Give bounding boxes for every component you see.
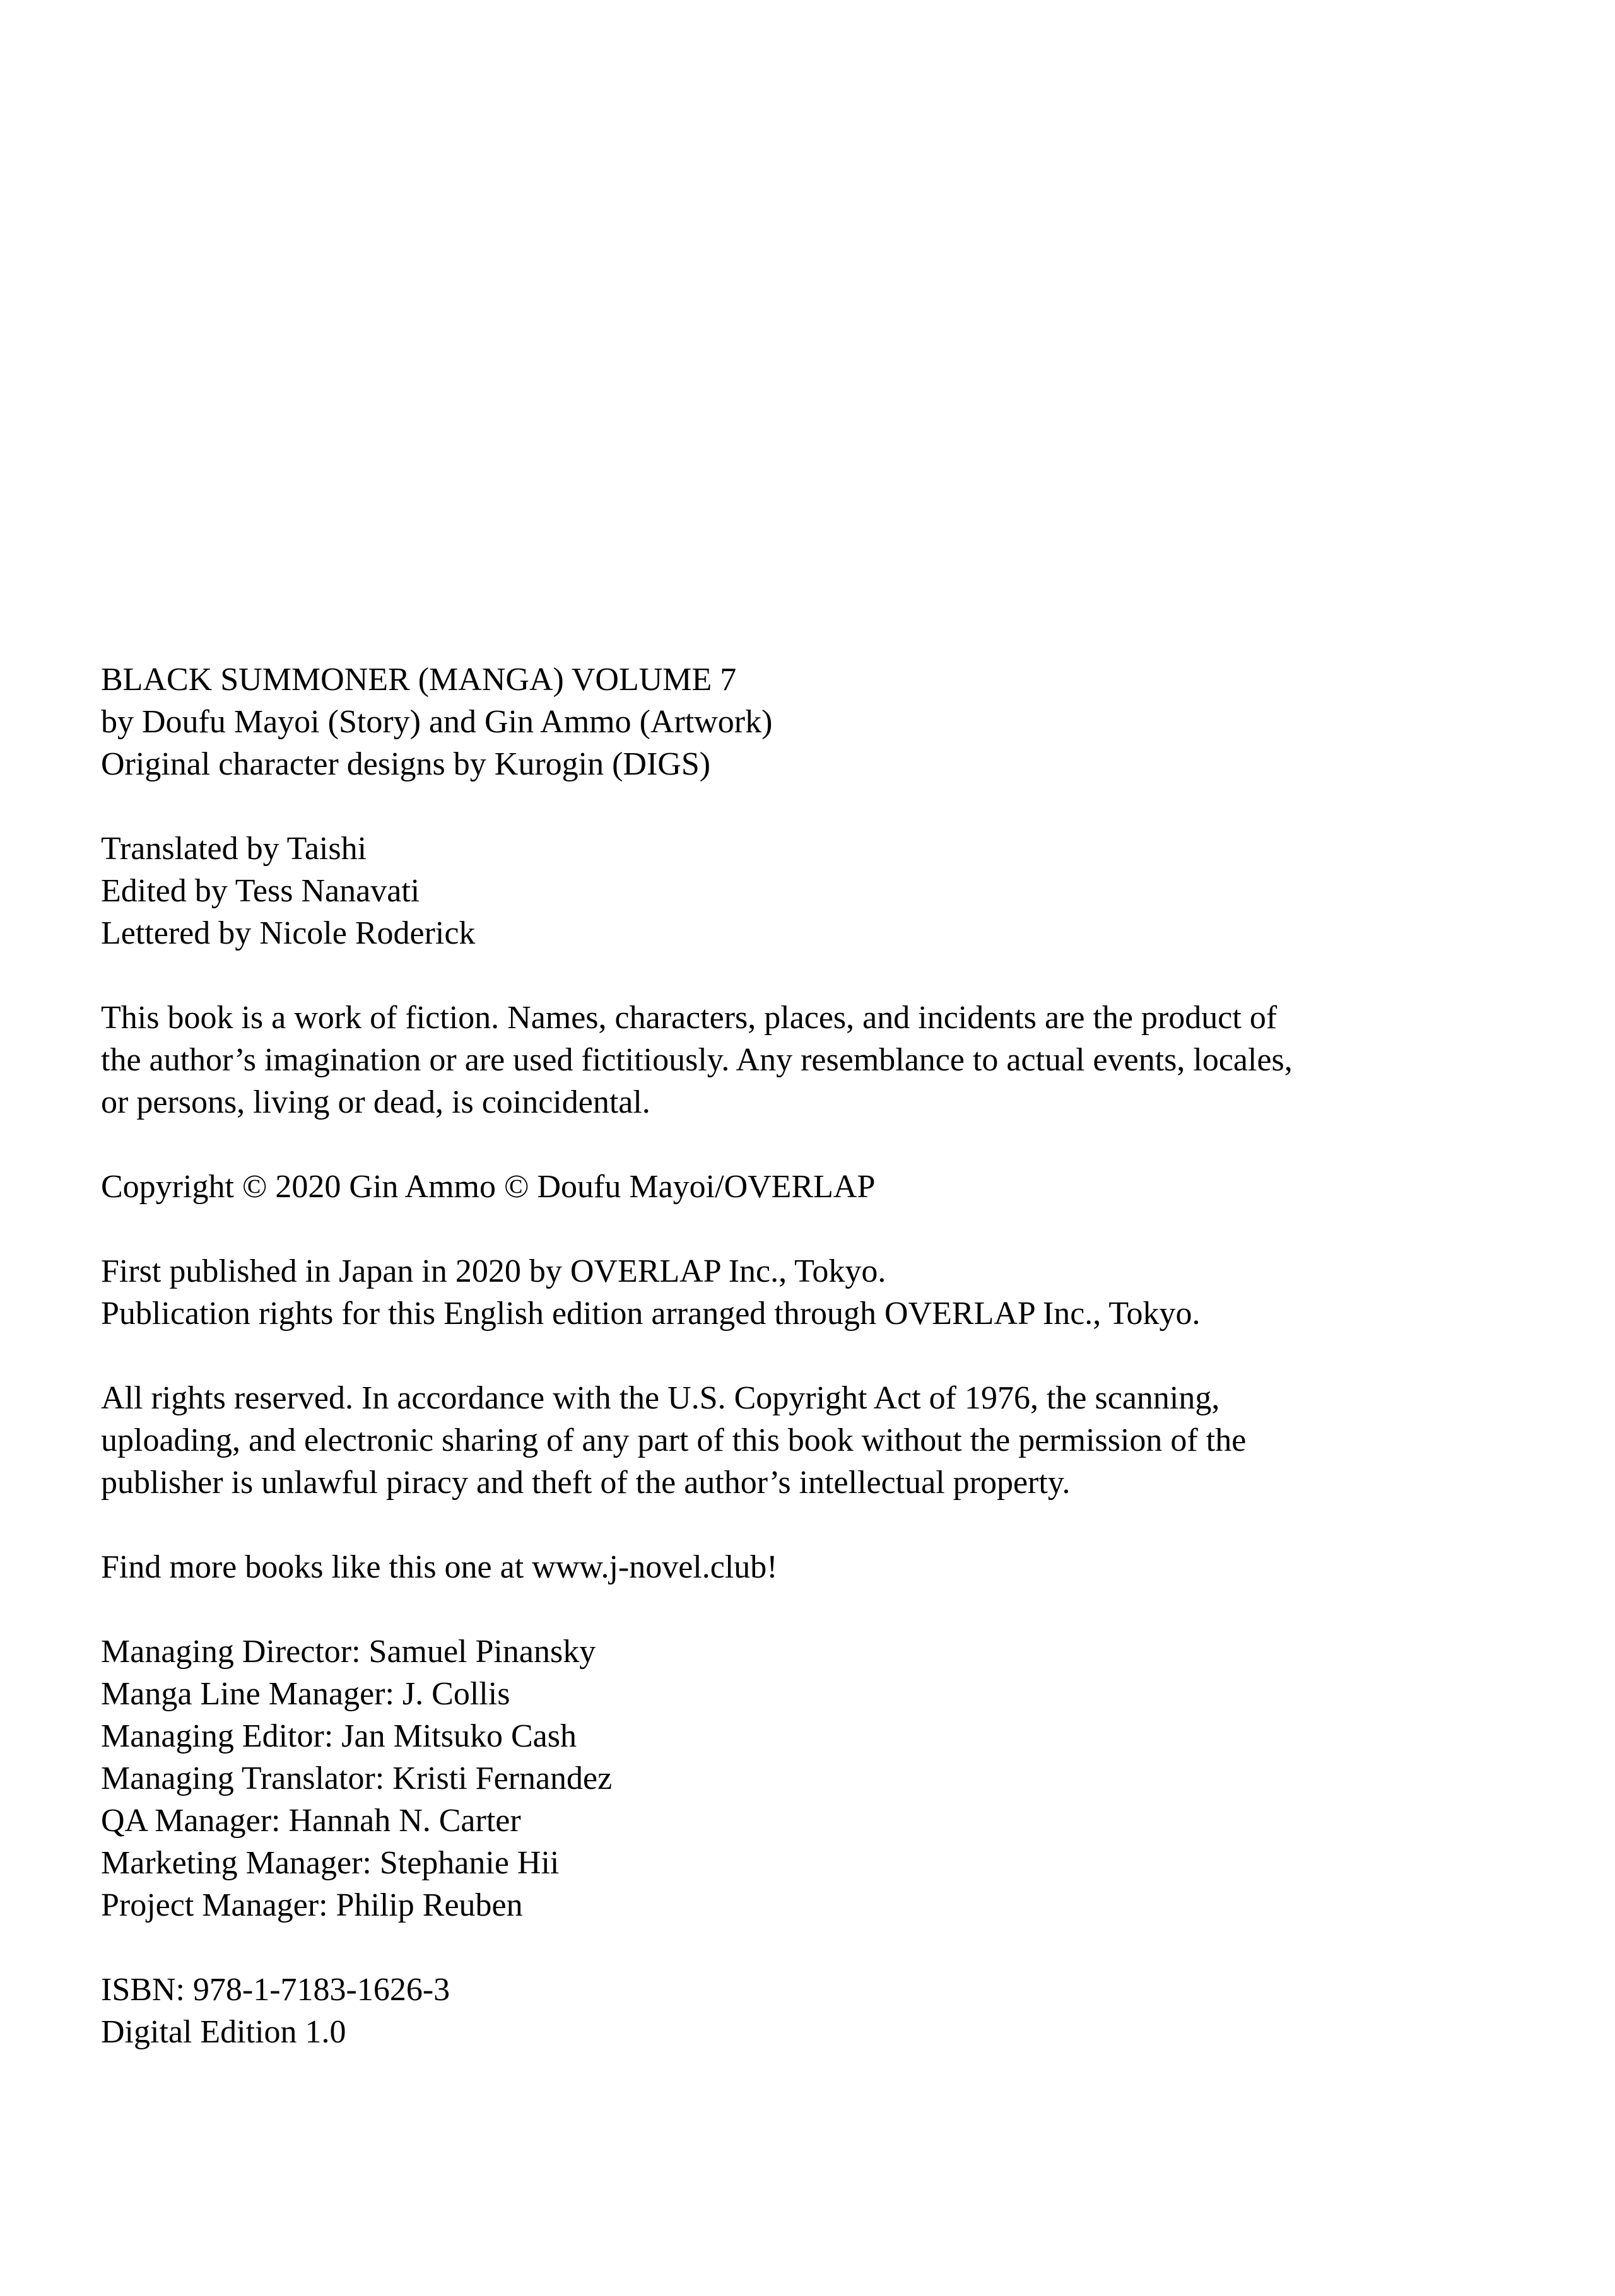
staff-managing-director: Managing Director: Samuel Pinansky — [101, 1634, 596, 1670]
rights-notice-line: publisher is unlawful piracy and theft of the author’s intellectual property. — [101, 1465, 1071, 1501]
publication-block — [101, 1250, 1426, 1335]
book-title: BLACK SUMMONER (MANGA) VOLUME 7 — [101, 662, 737, 698]
rights-notice-line: All rights reserved. In accordance with the U.S. Copyright Act of 1976, the scanning, — [101, 1380, 1220, 1416]
publication-line: Publication rights for this English edition arranged through OVERLAP Inc., Tokyo. — [101, 1296, 1201, 1332]
book-character-designs: Original character designs by Kurogin (DIGS) — [101, 746, 711, 782]
staff-list-block — [101, 1631, 1426, 1926]
edition-block — [101, 1969, 1426, 2053]
staff-managing-translator: Managing Translator: Kristi Fernandez — [101, 1760, 613, 1796]
promo-block — [101, 1546, 1426, 1588]
publication-line: First published in Japan in 2020 by OVERLAP Inc., Tokyo. — [101, 1253, 886, 1289]
rights-notice-line: uploading, and electronic sharing of any part of this book without the permission of the — [101, 1422, 1247, 1458]
digital-edition-line: Digital Edition 1.0 — [101, 2014, 346, 2050]
copyright-line: Copyright © 2020 Gin Ammo © Doufu Mayoi/OVERLAP — [101, 1169, 876, 1205]
staff-marketing-manager: Marketing Manager: Stephanie Hii — [101, 1845, 560, 1881]
letterer-credit: Lettered by Nicole Roderick — [101, 915, 476, 951]
translator-credit: Translated by Taishi — [101, 831, 367, 867]
staff-qa-manager: QA Manager: Hannah N. Carter — [101, 1803, 521, 1839]
staff-managing-editor: Managing Editor: Jan Mitsuko Cash — [101, 1718, 577, 1754]
fiction-disclaimer-line: This book is a work of fiction. Names, characters, places, and incidents are the product of — [101, 1000, 1277, 1036]
fiction-disclaimer-line: the author’s imagination or are used fictitiously. Any resemblance to actual events, locales, — [101, 1042, 1293, 1078]
staff-project-manager: Project Manager: Philip Reuben — [101, 1887, 523, 1923]
promo-line: Find more books like this one at www.j-novel.club! — [101, 1549, 778, 1585]
rights-notice-block — [101, 1377, 1426, 1504]
fiction-disclaimer-block — [101, 997, 1426, 1123]
book-authors: by Doufu Mayoi (Story) and Gin Ammo (Artwork) — [101, 704, 773, 740]
book-title-block — [101, 659, 1426, 785]
staff-manga-line-manager: Manga Line Manager: J. Collis — [101, 1676, 510, 1712]
colophon-text-block — [101, 659, 1426, 2095]
localization-credits-block — [101, 828, 1426, 954]
editor-credit: Edited by Tess Nanavati — [101, 873, 420, 909]
fiction-disclaimer-line: or persons, living or dead, is coincidental. — [101, 1084, 650, 1120]
isbn-line: ISBN: 978-1-7183-1626-3 — [101, 1972, 450, 2008]
copyright-block — [101, 1166, 1426, 1208]
